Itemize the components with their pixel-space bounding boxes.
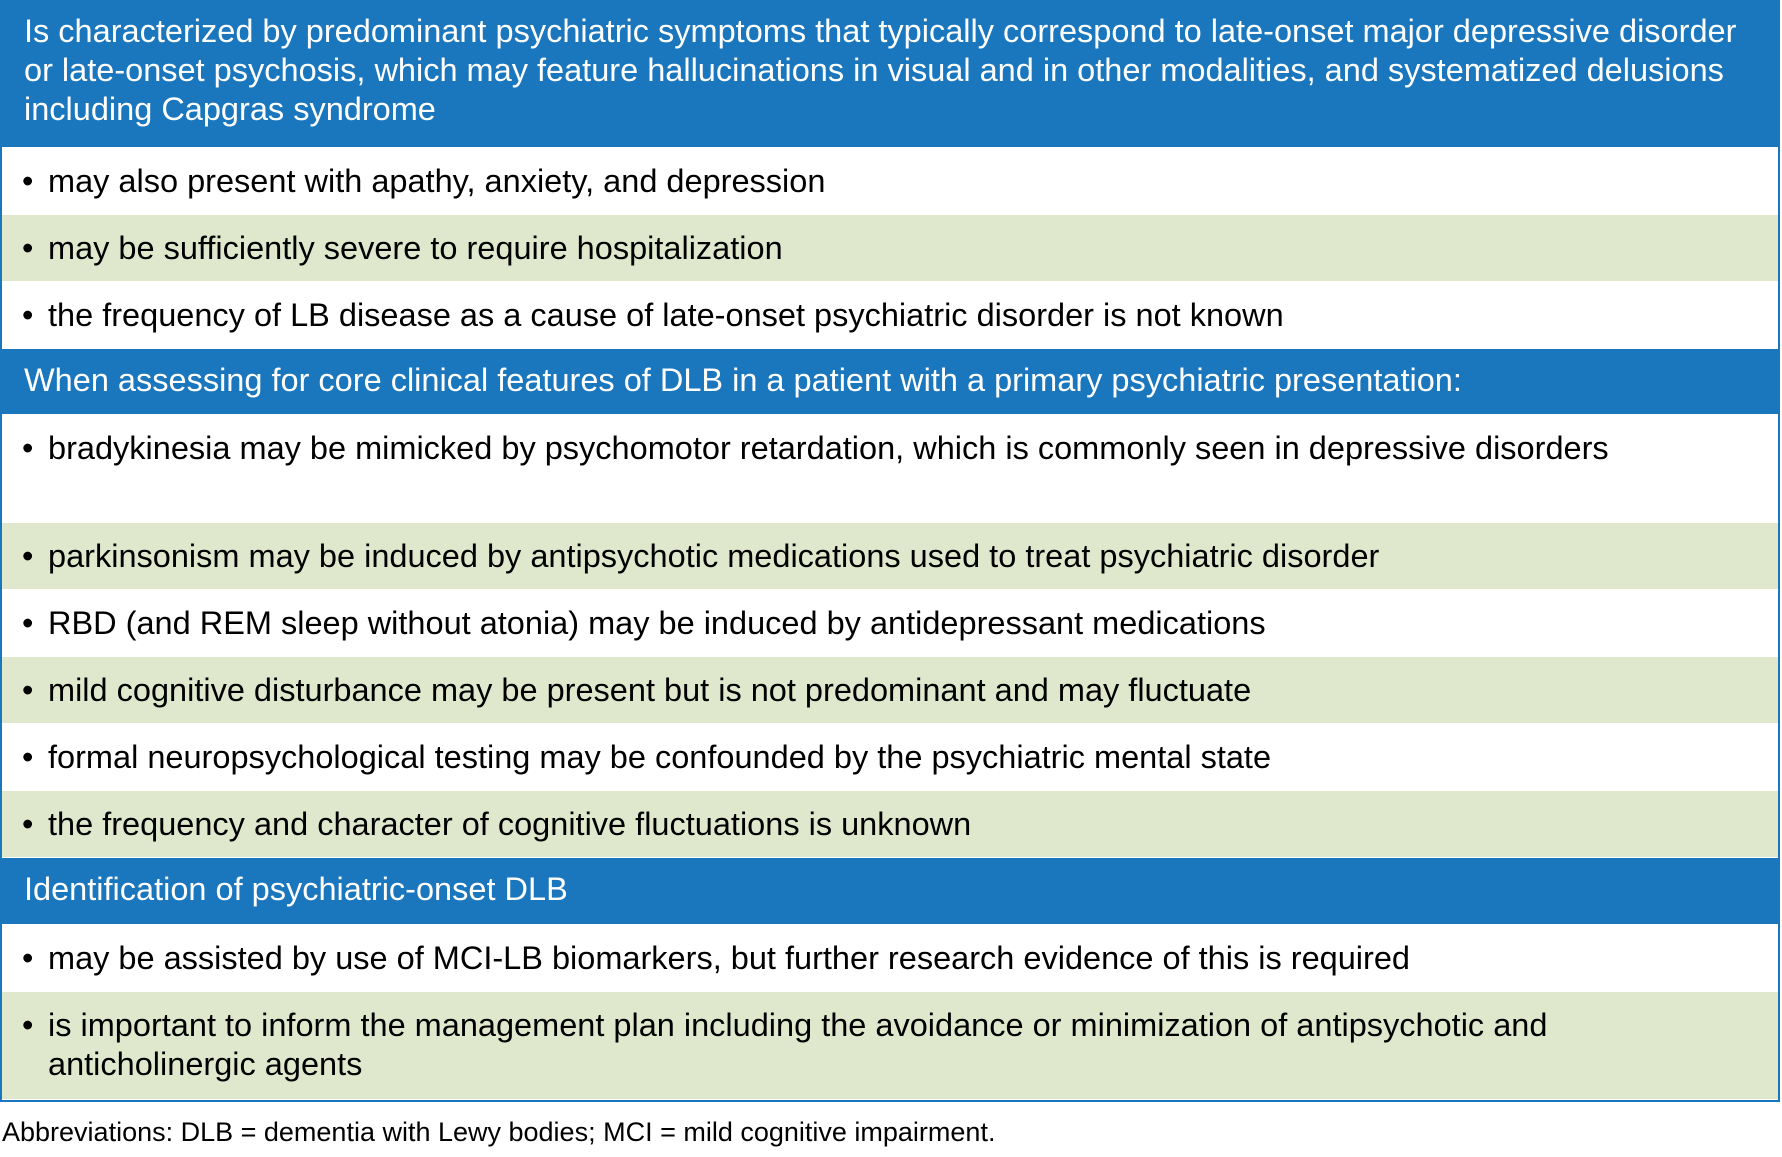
- row-text: may be assisted by use of MCI-LB biomarkers, but further research evidence of this is required: [48, 940, 1411, 976]
- row-text: formal neuropsychological testing may be confounded by the psychiatric mental state: [48, 739, 1272, 775]
- bullet: •: [22, 672, 34, 708]
- row-text: bradykinesia may be mimicked by psychomotor retardation, which is commonly seen in depressive disorders: [48, 430, 1609, 466]
- bullet: •: [22, 739, 34, 775]
- bullet: •: [22, 806, 34, 842]
- bullet: •: [22, 1007, 34, 1043]
- row-text: the frequency of LB disease as a cause of late-onset psychiatric disorder is not known: [48, 297, 1284, 333]
- table-row: [2, 590, 1778, 657]
- bullet: •: [22, 230, 34, 266]
- table-row: [2, 523, 1778, 590]
- bullet: •: [22, 538, 34, 574]
- bullet: •: [22, 297, 34, 333]
- table-row: [2, 657, 1778, 724]
- table-row: [2, 148, 1778, 215]
- table-row: [2, 415, 1778, 523]
- table-row: [2, 791, 1778, 858]
- bullet: •: [22, 430, 34, 466]
- section-header: Is characterized by predominant psychiatric symptoms that typically correspond to late-onset major depressive disorder or late-onset psychosis, which may feature hallucinations in visual and in other modalities, and systematized delusions including Capgras syndrome: [2, 2, 1778, 148]
- bullet: •: [22, 605, 34, 641]
- row-text: may also present with apathy, anxiety, and depression: [48, 163, 826, 199]
- table-row: [2, 925, 1778, 992]
- section-header: Identification of psychiatric-onset DLB: [2, 858, 1778, 925]
- bullet: •: [22, 163, 34, 199]
- row-text: is important to inform the management plan including the avoidance or minimization of antipsychotic and anticholinergic agents: [48, 1007, 1548, 1082]
- row-text: parkinsonism may be induced by antipsychotic medications used to treat psychiatric disorder: [48, 538, 1380, 574]
- table-row: [2, 215, 1778, 282]
- section-header: When assessing for core clinical features of DLB in a patient with a primary psychiatric presentation:: [2, 349, 1778, 415]
- row-text: mild cognitive disturbance may be present but is not predominant and may fluctuate: [48, 672, 1252, 708]
- table-row: [2, 992, 1778, 1100]
- table-row: [2, 724, 1778, 791]
- row-text: may be sufficiently severe to require hospitalization: [48, 230, 783, 266]
- abbreviations-footnote: Abbreviations: DLB = dementia with Lewy bodies; MCI = mild cognitive impairment.: [2, 1117, 996, 1147]
- table-row: [2, 282, 1778, 349]
- row-text: RBD (and REM sleep without atonia) may be induced by antidepressant medications: [48, 605, 1266, 641]
- row-text: the frequency and character of cognitive fluctuations is unknown: [48, 806, 972, 842]
- bullet: •: [22, 940, 34, 976]
